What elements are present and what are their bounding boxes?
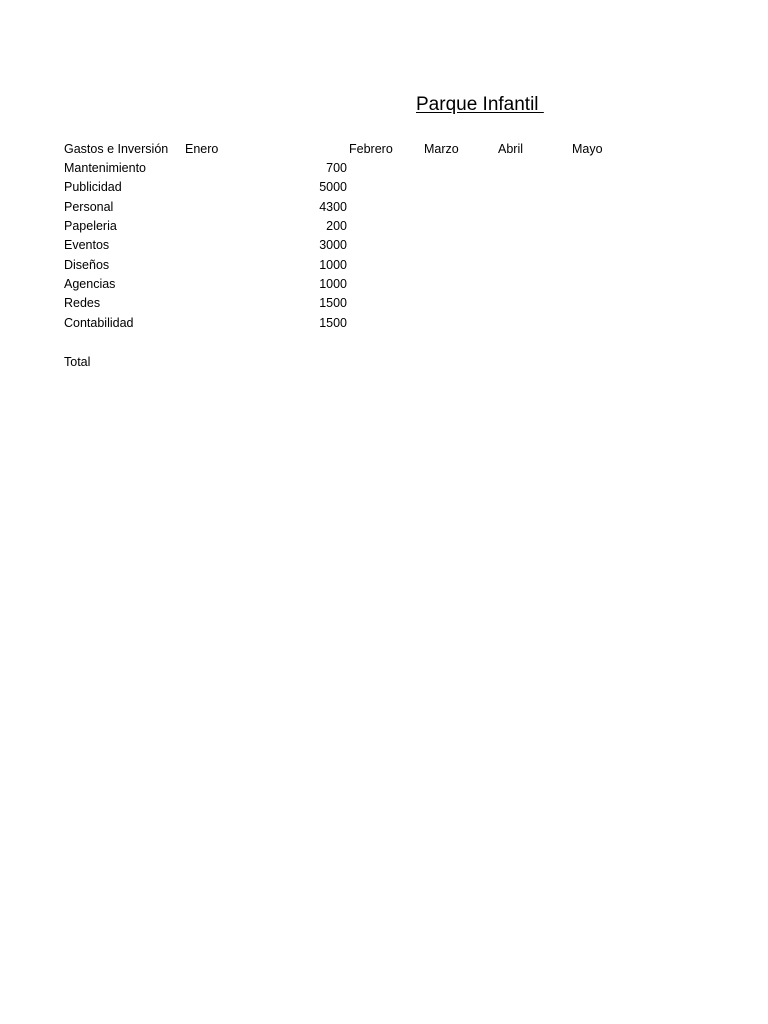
row-label: Mantenimiento — [64, 161, 146, 175]
row-value-enero: 4300 — [319, 200, 347, 214]
row-value-enero: 3000 — [319, 238, 347, 252]
header-category: Gastos e Inversión — [64, 142, 169, 156]
row-label: Agencias — [64, 277, 116, 291]
header-month-abril: Abril — [498, 142, 524, 156]
row-value-enero: 1000 — [319, 277, 347, 291]
row-label: Contabilidad — [64, 316, 134, 330]
row-value-enero: 1500 — [319, 316, 347, 330]
row-value-enero: 1500 — [319, 296, 347, 310]
row-value-enero: 1000 — [319, 258, 347, 272]
total-label: Total — [64, 355, 91, 369]
header-month-febrero: Febrero — [349, 142, 393, 156]
header-month-marzo: Marzo — [424, 142, 459, 156]
header-month-enero: Enero — [185, 142, 219, 156]
row-label: Diseños — [64, 258, 110, 272]
row-label: Personal — [64, 200, 114, 214]
row-label: Eventos — [64, 238, 110, 252]
row-value-enero: 200 — [326, 219, 347, 233]
row-label: Papeleria — [64, 219, 117, 233]
row-label: Redes — [64, 296, 101, 310]
header-month-mayo: Mayo — [572, 142, 603, 156]
row-value-enero: 700 — [326, 161, 347, 175]
row-value-enero: 5000 — [319, 180, 347, 194]
row-label: Publicidad — [64, 180, 122, 194]
page-title: Parque Infantil — [416, 94, 544, 115]
